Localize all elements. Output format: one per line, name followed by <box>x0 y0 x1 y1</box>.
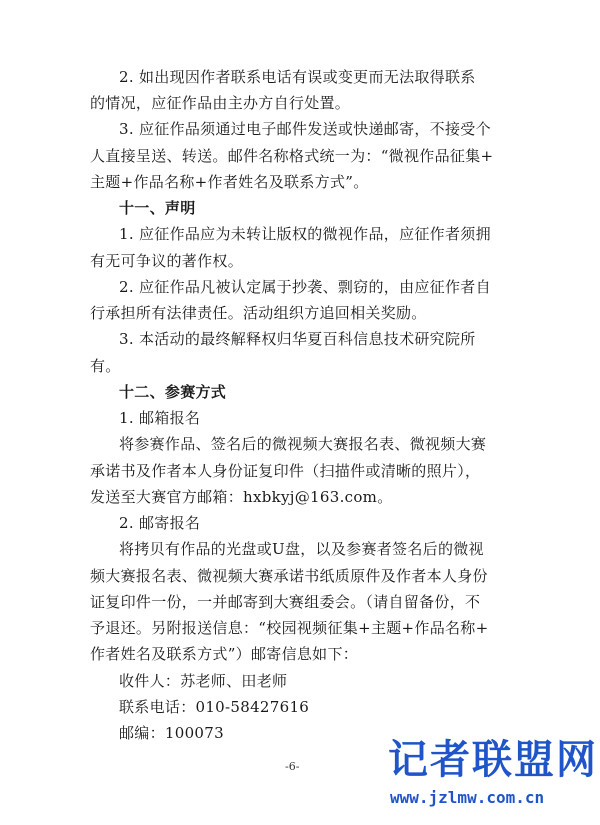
paragraph-line: 1. 邮箱报名 <box>119 409 201 427</box>
paragraph-line: 发送至大赛官方邮箱：hxbkyj@163.com。 <box>90 488 393 506</box>
paragraph-line: 2. 邮寄报名 <box>119 514 201 532</box>
section-heading-entry-method: 十二、参赛方式 <box>119 383 227 401</box>
paragraph-line: 将拷贝有作品的光盘或U盘，以及参赛者签名后的微视 <box>119 540 484 558</box>
paragraph-line: 联系电话：010-58427616 <box>119 698 310 716</box>
watermark-title: 记者联盟网 <box>388 737 598 783</box>
section-heading-declaration: 十一、声明 <box>119 199 196 217</box>
paragraph-line: 主题+作品名称+作者姓名及联系方式”。 <box>90 173 369 191</box>
paragraph-line: 将参赛作品、签名后的微视频大赛报名表、微视频大赛 <box>119 435 487 453</box>
paragraph-line: 有。 <box>90 357 121 375</box>
paragraph-line: 人直接呈送、转送。邮件名称格式统一为：“微视作品征集+ <box>90 147 494 165</box>
paragraph-line: 予退还。另附报送信息：“校园视频征集+主题+作品名称+ <box>90 619 489 637</box>
watermark-logo <box>388 736 598 824</box>
page-number: -6- <box>285 760 300 773</box>
paragraph-line: 的情况，应征作品由主办方自行处置。 <box>90 94 351 112</box>
paragraph-line: 收件人：苏老师、田老师 <box>119 672 288 690</box>
paragraph-line: 1. 应征作品应为未转让版权的微视作品，应征作者须拥 <box>119 225 491 243</box>
paragraph-line: 证复印件一份，一并邮寄到大赛组委会。（请自留备份，不 <box>90 593 481 611</box>
watermark-url: www.jzlmw.com.cn <box>390 788 545 807</box>
paragraph-line: 承诺书及作者本人身份证复印件（扫描件或清晰的照片）， <box>90 462 481 480</box>
paragraph-line: 2. 应征作品凡被认定属于抄袭、剽窃的，由应征作者自 <box>119 278 491 296</box>
paragraph-line: 3. 应征作品须通过电子邮件发送或快递邮寄，不接受个 <box>119 120 491 138</box>
paragraph-line: 作者姓名及联系方式”）邮寄信息如下： <box>90 645 359 663</box>
paragraph-line: 2. 如出现因作者联系电话有误或变更而无法取得联系 <box>119 68 476 86</box>
paragraph-line: 3. 本活动的最终解释权归华夏百科信息技术研究院所 <box>119 330 476 348</box>
paragraph-line: 邮编：100073 <box>119 724 224 742</box>
paragraph-line: 有无可争议的著作权。 <box>90 252 244 270</box>
paragraph-line: 行承担所有法律责任。活动组织方追回相关奖励。 <box>90 304 427 322</box>
paragraph-line: 频大赛报名表、微视频大赛承诺书纸质原件及作者本人身份 <box>90 567 488 585</box>
